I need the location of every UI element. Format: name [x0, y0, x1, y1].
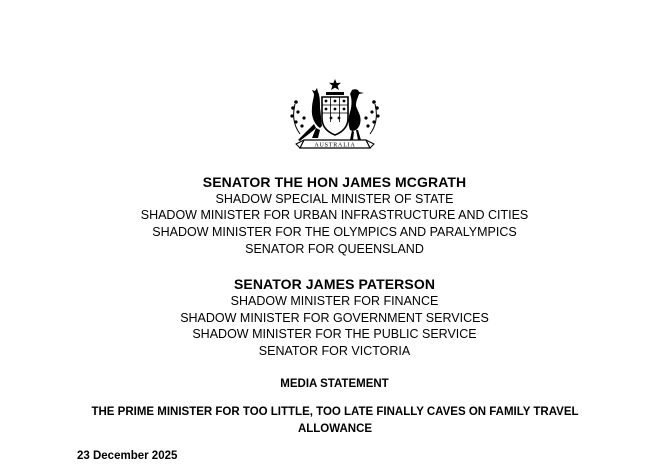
senator1-role-2: SHADOW MINISTER FOR URBAN INFRASTRUCTURE AND CITIES	[140, 208, 529, 222]
senator1-role-4: SENATOR FOR QUEENSLAND	[245, 242, 424, 256]
statement-type-label: MEDIA STATEMENT	[280, 378, 389, 390]
senator1-name: SENATOR THE HON JAMES MCGRATH	[202, 174, 467, 190]
senator2-role-1: SHADOW MINISTER FOR FINANCE	[230, 294, 439, 308]
crest-banner-text: AUSTRALIA	[314, 142, 356, 149]
senator1-role-1: SHADOW SPECIAL MINISTER OF STATE	[215, 192, 454, 206]
coat-of-arms-icon	[284, 78, 386, 158]
headline	[85, 404, 585, 438]
headline-line-2: ALLOWANCE	[297, 423, 373, 435]
senator2-role-3: SHADOW MINISTER FOR THE PUBLIC SERVICE	[192, 327, 477, 341]
senator1-role-3: SHADOW MINISTER FOR THE OLYMPICS AND PARALYMPICS	[152, 225, 517, 239]
senator2-role-4: SENATOR FOR VICTORIA	[258, 344, 411, 358]
headline-line-1: THE PRIME MINISTER FOR TOO LITTLE, TOO LATE FINALLY CAVES ON FAMILY TRAVEL	[91, 406, 579, 418]
senator2-role-2: SHADOW MINISTER FOR GOVERNMENT SERVICES	[180, 311, 489, 325]
release-date: 23 December 2025	[77, 450, 178, 462]
senator2-name: SENATOR JAMES PATERSON	[233, 276, 436, 292]
